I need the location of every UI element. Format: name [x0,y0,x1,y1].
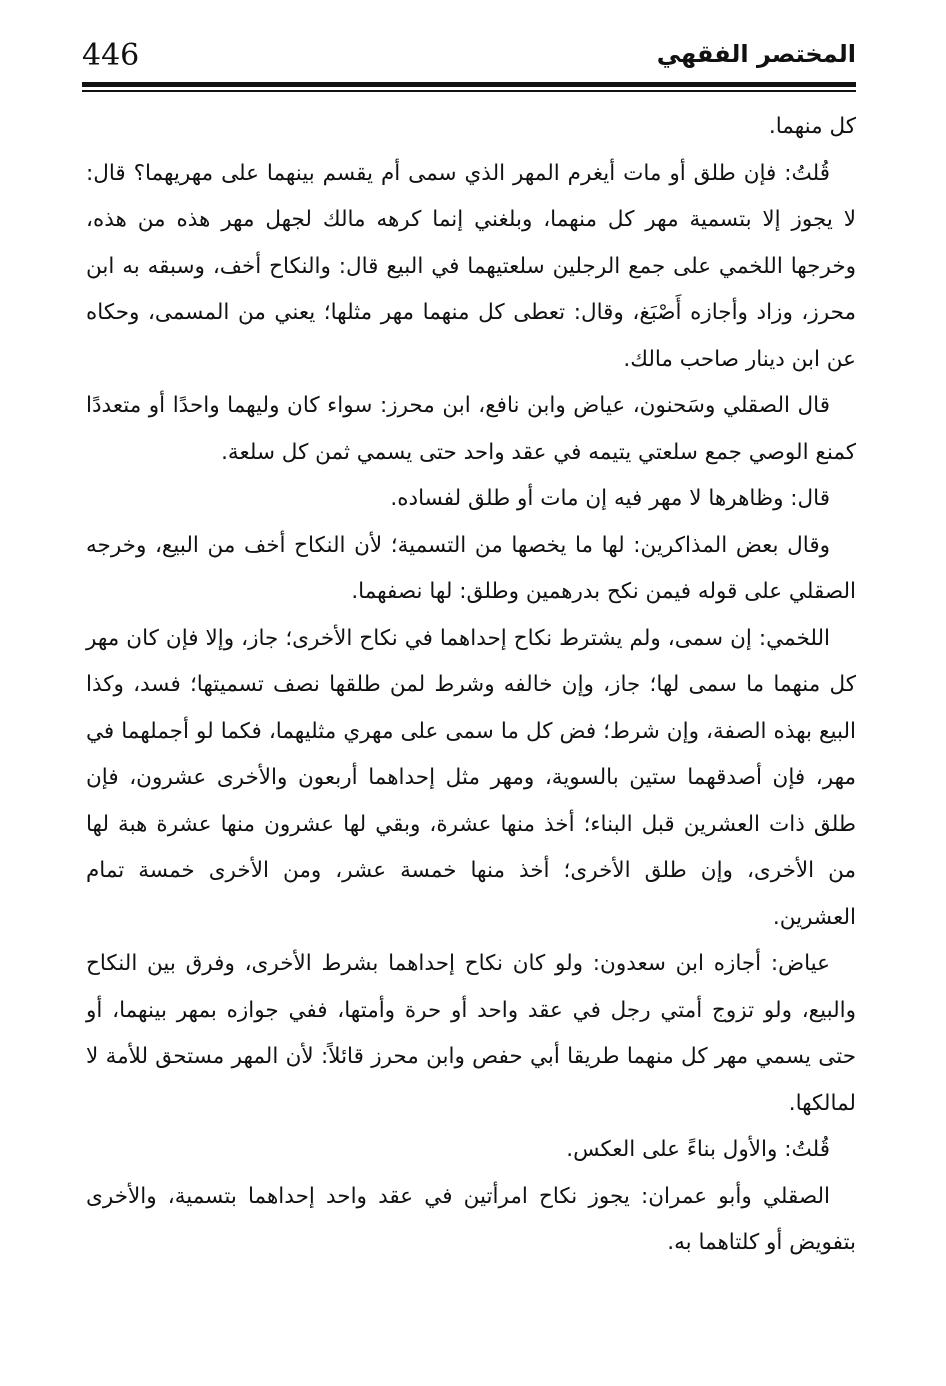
paragraph: قُلتُ: فإن طلق أو مات أيغرم المهر الذي سمى أم يقسم بينهما على مهريهما؟ قال: لا يجوز إلا بتسمية مهر كل منهما، وبلغني إنما كرهه مالك لجهل مهر هذه من هذه، وخرجها اللخمي على جمع الرجلين سلعتيهما في البيع قال: والنكاح أخف، وسبقه به ابن محرز، وزاد وأجازه أَصْبَغ، وقال: تعطى كل منهما مهر مثلها؛ يعني من المسمى، وحكاه عن ابن دينار صاحب مالك. [86,160,856,372]
running-title: المختصر الفقهي [656,40,856,68]
paragraph: كل منهما. [768,114,856,139]
paragraph: اللخمي: إن سمى، ولم يشترط نكاح إحداهما في نكاح الأخرى؛ جاز، وإلا فإن كان مهر كل منهما ما سمى لها؛ جاز، وإن خالفه وشرط لمن طلقها نصف تسميتها؛ فسد، وكذا البيع بهذه الصفة، وإن شرط؛ فض كل ما سمى على مهري مثليهما، فكما لو أجملهما في مهر، فإن أصدقهما ستين بالسوية، ومهر مثل إحداهما أربعون والأخرى عشرون، فإن طلق ذات العشرين قبل البناء؛ أخذ منها عشرة، وبقي لها عشرون منها عشرة هبة لها من الأخرى، وإن طلق الأخرى؛ أخذ منها خمسة عشر، ومن الأخرى خمسة تمام العشرين. [86,625,856,930]
header-rule-thick [82,82,856,87]
page-number: 446 [82,38,140,73]
header-rule-thin [82,90,856,92]
paragraph: الصقلي وأبو عمران: يجوز نكاح امرأتين في عقد واحد إحداهما بتسمية، والأخرى بتفويض أو كلتاهما به. [86,1183,856,1255]
paragraph: قال الصقلي وسَحنون، عياض وابن نافع، ابن محرز: سواء كان وليهما واحدًا أو متعددًا كمنع الوصي جمع سلعتي يتيمه في عقد واحد حتى يسمي ثمن كل سلعة. [86,393,856,465]
paragraph: قال: وظاهرها لا مهر فيه إن مات أو طلق لفساده. [390,486,830,511]
body-text [86,104,856,1267]
paragraph: عياض: أجازه ابن سعدون: ولو كان نكاح إحداهما بشرط الأخرى، وفرق بين النكاح والبيع، ولو تزوج أمتي رجل في عقد واحد أو حرة وأمتها، ففي جوازه بمهر بينهما، أو حتى يسمي مهر كل منهما طريقا أبي حفص وابن محرز قائلاً: لأن المهر مستحق للأمة لا لمالكها. [86,951,856,1116]
paragraph: وقال بعض المذاكرين: لها ما يخصها من التسمية؛ لأن النكاح أخف من البيع، وخرجه الصقلي على قوله فيمن نكح بدرهمين وطلق: لها نصفهما. [86,532,856,604]
page-header [82,38,856,84]
paragraph: قُلتُ: والأول بناءً على العكس. [566,1137,830,1162]
